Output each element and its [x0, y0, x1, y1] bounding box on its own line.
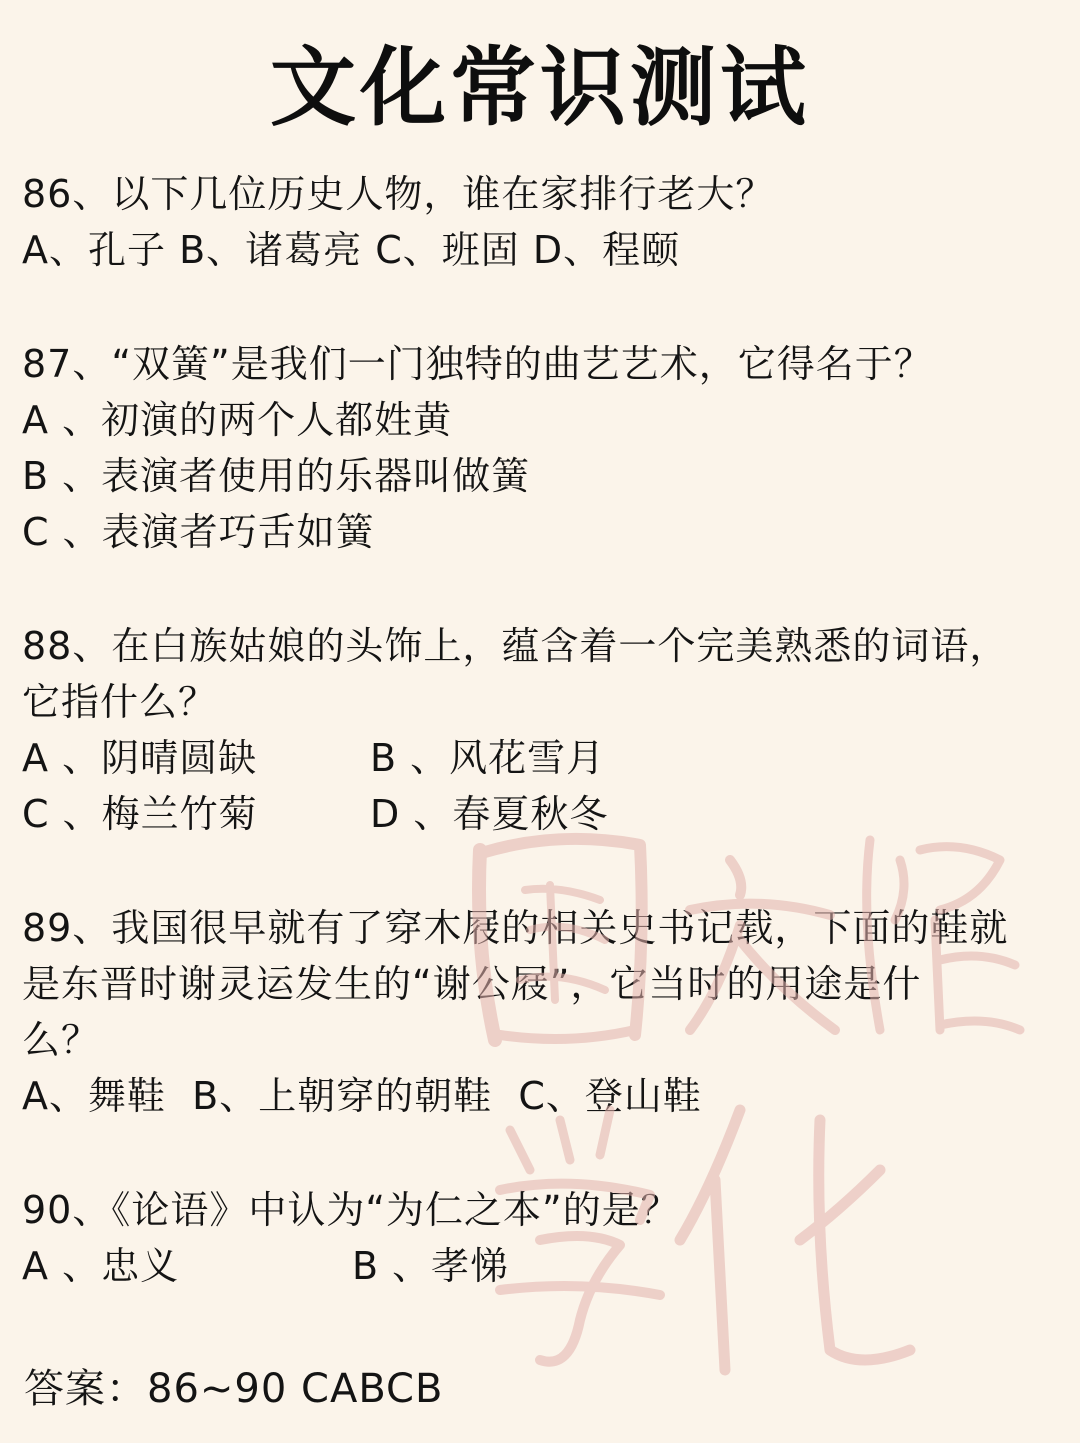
question-89-stem-line3: 么？ — [22, 1018, 101, 1062]
question-88-stem-line1: 88、在白族姑娘的头饰上，蕴含着一个完美熟悉的词语， — [22, 624, 1009, 668]
question-88-option-c: C 、梅兰竹菊 — [22, 792, 258, 836]
question-87-option-c: C 、表演者巧舌如簧 — [22, 510, 375, 554]
question-87-option-b: B 、表演者使用的乐器叫做簧 — [22, 454, 531, 498]
question-89-stem-line1: 89、我国很早就有了穿木屐的相关史书记载，下面的鞋就 — [22, 906, 1009, 950]
answer-key: 答案：86~90 CABCB — [24, 1366, 444, 1412]
question-88-option-b: B 、风花雪月 — [370, 736, 606, 780]
question-90-option-b: B 、孝悌 — [352, 1244, 510, 1288]
question-87-option-a: A 、初演的两个人都姓黄 — [22, 398, 453, 442]
question-86-options: A、孔子 B、诸葛亮 C、班固 D、程颐 — [22, 228, 681, 272]
question-87-stem: 87、“双簧”是我们一门独特的曲艺艺术，它得名于？ — [22, 342, 933, 386]
question-86-stem: 86、以下几位历史人物，谁在家排行老大？ — [22, 172, 775, 216]
question-88-stem-line2: 它指什么？ — [22, 680, 218, 724]
question-90-option-a: A 、忠义 — [22, 1244, 180, 1288]
question-88-option-d: D 、春夏秋冬 — [370, 792, 609, 836]
page-title: 文化常识测试 — [270, 38, 810, 138]
question-89-stem-line2: 是东晋时谢灵运发生的“谢公屐”，它当时的用途是什 — [22, 962, 922, 1006]
question-90-stem: 90、《论语》中认为“为仁之本”的是？ — [22, 1188, 680, 1232]
question-89-options: A、舞鞋 B、上朝穿的朝鞋 C、登山鞋 — [22, 1074, 702, 1118]
question-88-option-a: A 、阴晴圆缺 — [22, 736, 258, 780]
